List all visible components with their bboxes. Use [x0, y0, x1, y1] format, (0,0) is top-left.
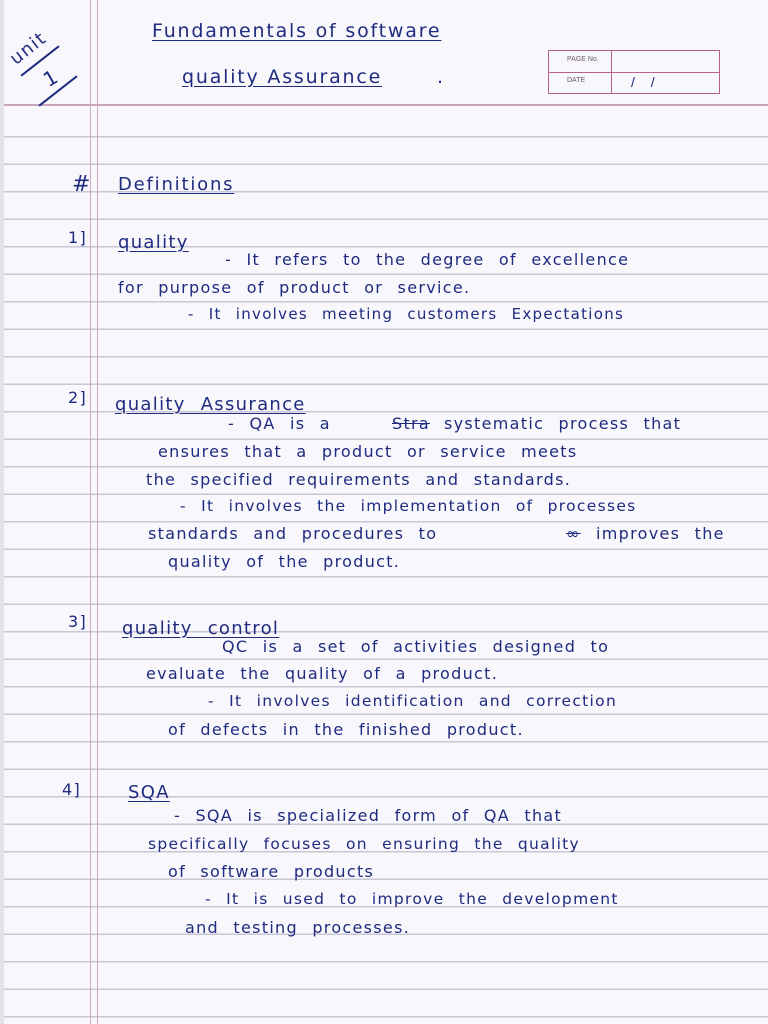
- definition-line: systematic process that: [444, 414, 682, 433]
- definition-line: and testing processes.: [185, 918, 411, 937]
- definition-line: of software products: [168, 862, 375, 881]
- definition-line: - It involves the implementation of processes: [180, 497, 637, 515]
- section-heading: Definitions: [118, 174, 235, 195]
- date-value: / /: [631, 74, 661, 90]
- definition-line: standards and procedures to: [148, 524, 438, 543]
- definition-line: - It refers to the degree of excellence: [225, 250, 630, 269]
- struck-word: Stra: [392, 414, 431, 433]
- margin-line: [90, 0, 98, 1024]
- page-number-row: [549, 51, 719, 73]
- page-date-box: [548, 50, 720, 94]
- definition-term: quality: [118, 232, 189, 253]
- page-title-period: .: [437, 66, 445, 88]
- definition-number: 2]: [68, 388, 88, 407]
- page-number-label: PAGE No.: [567, 56, 599, 63]
- definition-line: specifically focuses on ensuring the quality: [148, 835, 581, 853]
- definition-number: 4]: [62, 780, 82, 799]
- page-title-line1: Fundamentals of software: [152, 20, 442, 42]
- definition-line: - It involves identification and correction: [208, 692, 618, 710]
- definition-line: the specified requirements and standards.: [146, 470, 572, 489]
- definition-number: 1]: [68, 228, 88, 247]
- unit-number: 1: [38, 64, 64, 92]
- unit-label: unit: [5, 27, 52, 70]
- definition-line: quality of the product.: [168, 552, 401, 571]
- definition-line: QC is a set of activities designed to: [222, 637, 610, 656]
- page-title-line2: quality Assurance: [182, 66, 383, 88]
- page-box-divider: [611, 51, 612, 93]
- definition-line: - SQA is specialized form of QA that: [174, 806, 563, 825]
- page-left-edge: [0, 0, 4, 1024]
- date-label: DATE: [567, 77, 586, 84]
- definition-line: - It is used to improve the development: [205, 890, 619, 908]
- definition-line: evaluate the quality of a product.: [146, 664, 499, 683]
- definition-line: for purpose of product or service.: [118, 278, 471, 297]
- definition-line: - QA is a: [228, 414, 331, 433]
- definition-line: of defects in the finished product.: [168, 720, 524, 739]
- date-row: [549, 72, 719, 93]
- definition-term: SQA: [128, 782, 170, 803]
- definition-line: ensures that a product or service meets: [158, 442, 578, 461]
- definition-line: improves the: [596, 524, 725, 543]
- definition-number: 3]: [68, 612, 88, 631]
- struck-word: ∞: [566, 524, 581, 543]
- definition-term: quality Assurance: [115, 394, 306, 415]
- section-hash: #: [72, 172, 93, 197]
- definition-line: - It involves meeting customers Expectations: [188, 305, 625, 323]
- definition-term: quality control: [122, 618, 280, 639]
